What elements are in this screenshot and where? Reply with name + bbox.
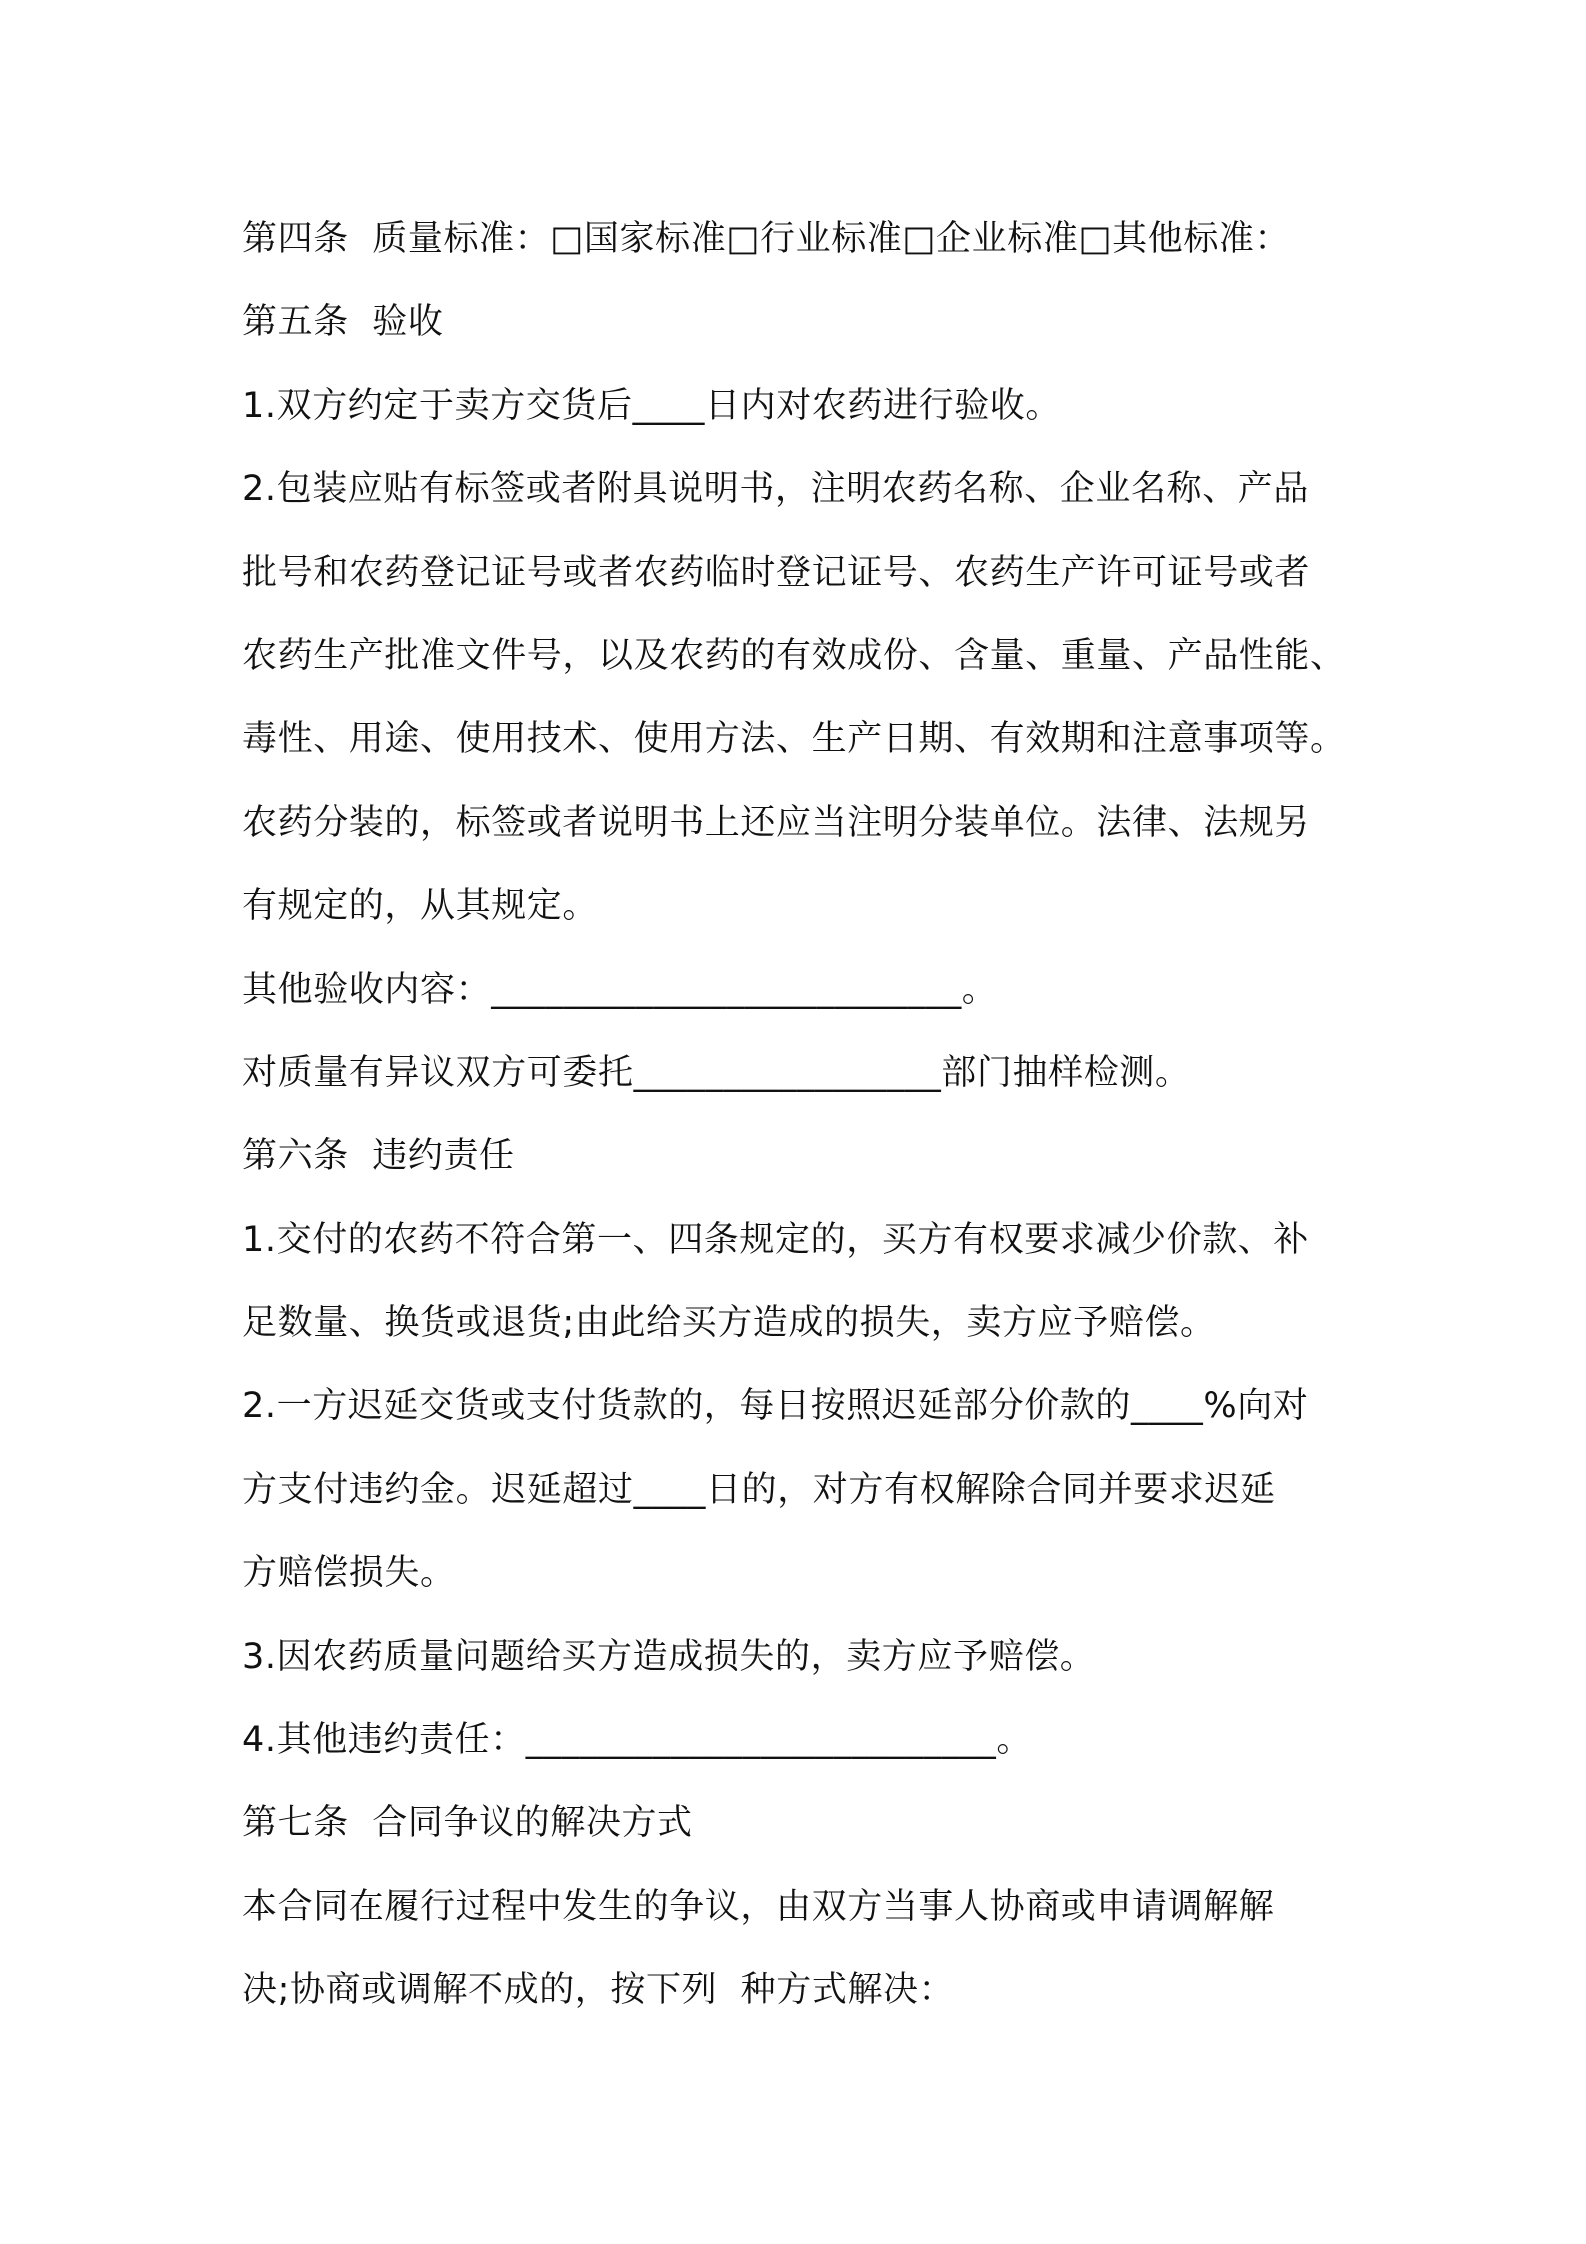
article-7-heading: 第七条 合同争议的解决方式 — [242, 1803, 693, 1844]
article-5-clause-2-line-4: 毒性、用途、使用技术、使用方法、生产日期、有效期和注意事项等。 — [242, 719, 1346, 760]
article-6-clause-1-line-1: 1.交付的农药不符合第一、四条规定的，买方有权要求减少价款、补 — [242, 1219, 1309, 1260]
article-5-clause-2-line-5: 农药分装的，标签或者说明书上还应当注明分装单位。法律、法规另 — [242, 802, 1311, 843]
contract-text — [242, 198, 1372, 2033]
article-6-heading: 第六条 违约责任 — [242, 1136, 515, 1177]
article-7-body-line-2: 决;协商或调解不成的，按下列 种方式解决： — [242, 1970, 955, 2011]
article-6-clause-2-line-3: 方赔偿损失。 — [242, 1553, 456, 1594]
article-5-clause-2-line-6: 有规定的，从其规定。 — [242, 886, 599, 927]
article-6-clause-2-line-2: 方支付违约金。迟延超过____日的，对方有权解除合同并要求迟延 — [242, 1469, 1276, 1510]
article-5-clause-2-line-2: 批号和农药登记证号或者农药临时登记证号、农药生产许可证号或者 — [242, 552, 1311, 593]
article-5-clause-2-line-3: 农药生产批准文件号，以及农药的有效成份、含量、重量、产品性能、 — [242, 635, 1346, 676]
article-6-clause-2-line-1: 2.一方迟延交货或支付货款的，每日按照迟延部分价款的____%向对 — [242, 1386, 1309, 1427]
article-5-clause-2-line-1: 2.包装应贴有标签或者附具说明书，注明农药名称、企业名称、产品 — [242, 469, 1309, 510]
article-6-clause-3: 3.因农药质量问题给买方造成损失的，卖方应予赔偿。 — [242, 1636, 1096, 1677]
article-6-clause-1-line-2: 足数量、换货或退货;由此给买方造成的损失，卖方应予赔偿。 — [242, 1303, 1216, 1344]
article-7-body-line-1: 本合同在履行过程中发生的争议，由双方当事人协商或申请调解解 — [242, 1886, 1275, 1927]
article-4-quality-standard: 第四条 质量标准：□国家标准□行业标准□企业标准□其他标准： — [242, 219, 1291, 259]
other-acceptance-content: 其他验收内容：__________________________。 — [242, 969, 998, 1010]
quality-dispute-inspection: 对质量有异议双方可委托_________________部门抽样检测。 — [242, 1052, 1191, 1093]
article-6-clause-4: 4.其他违约责任：__________________________。 — [242, 1720, 1032, 1761]
article-5-clause-1: 1.双方约定于卖方交货后____日内对农药进行验收。 — [242, 385, 1061, 426]
article-5-heading: 第五条 验收 — [242, 302, 444, 343]
